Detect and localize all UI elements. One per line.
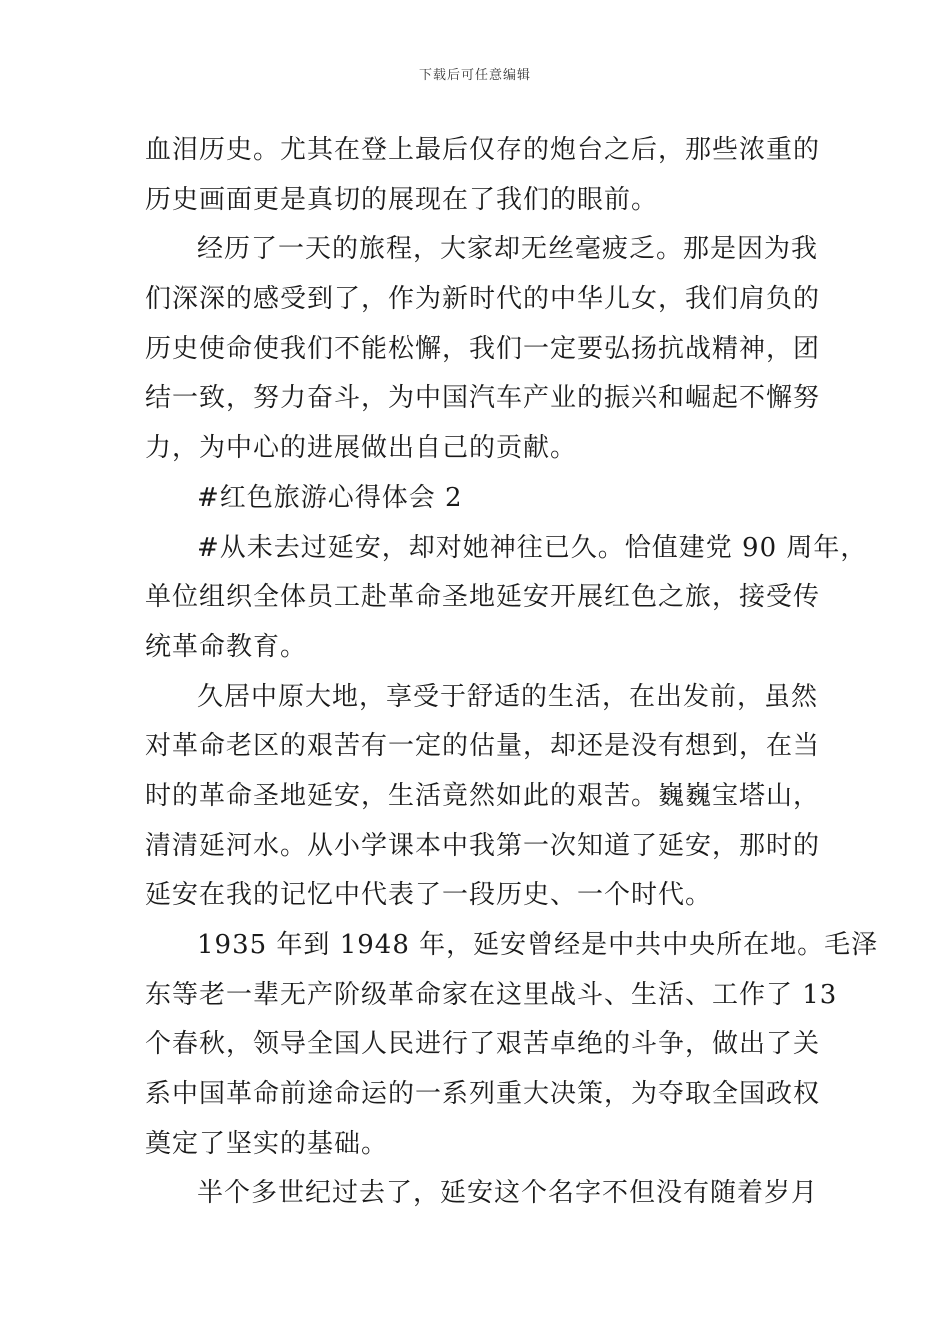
text-line: 统革命教育。	[145, 631, 308, 662]
text-line: 们深深的感受到了，作为新时代的中华儿女，我们肩负的	[145, 284, 821, 315]
text-line: #从未去过延安，却对她神往已久。恰值建党 90 周年，	[197, 532, 868, 563]
page-header: 下载后可任意编辑	[418, 68, 531, 83]
text-line: 血泪历史。尤其在登上最后仅存的炮台之后，那些浓重的	[145, 135, 821, 165]
text-line: 清清延河水。从小学课本中我第一次知道了延安，那时的	[145, 830, 821, 861]
text-line: 久居中原大地，享受于舒适的生活，在出发前，虽然	[197, 681, 819, 712]
text-line: 系中国革命前途命运的一系列重大决策，为夺取全国政权	[145, 1079, 821, 1110]
text-line: 历史使命使我们不能松懈，我们一定要弘扬抗战精神，团	[145, 333, 821, 364]
text-line: 个春秋，领导全国人民进行了艰苦卓绝的斗争，做出了关	[145, 1029, 821, 1060]
text-line: 历史画面更是真切的展现在了我们的眼前。	[145, 184, 659, 215]
text-line: 经历了一天的旅程，大家却无丝毫疲乏。那是因为我	[197, 234, 819, 265]
text-line: 延安在我的记忆中代表了一段历史、一个时代。	[145, 880, 713, 911]
text-line: 半个多世纪过去了，延安这个名字不但没有随着岁月	[197, 1178, 819, 1209]
document-body	[145, 126, 879, 1219]
section-heading: #红色旅游心得体会 2	[197, 482, 463, 513]
text-line: 力，为中心的进展做出自己的贡献。	[145, 433, 578, 464]
text-line: 对革命老区的艰苦有一定的估量，却还是没有想到，在当	[145, 731, 821, 762]
text-line: 1935 年到 1948 年，延安曾经是中共中央所在地。毛泽	[197, 930, 879, 960]
text-line: 奠定了坚实的基础。	[145, 1128, 389, 1159]
text-line: 单位组织全体员工赴革命圣地延安开展红色之旅，接受传	[145, 582, 821, 613]
text-line: 时的革命圣地延安，生活竟然如此的艰苦。巍巍宝塔山，	[145, 780, 821, 811]
text-line: 结一致，努力奋斗，为中国汽车产业的振兴和崛起不懈努	[145, 383, 821, 414]
text-line: 东等老一辈无产阶级革命家在这里战斗、生活、工作了 13	[145, 979, 838, 1010]
